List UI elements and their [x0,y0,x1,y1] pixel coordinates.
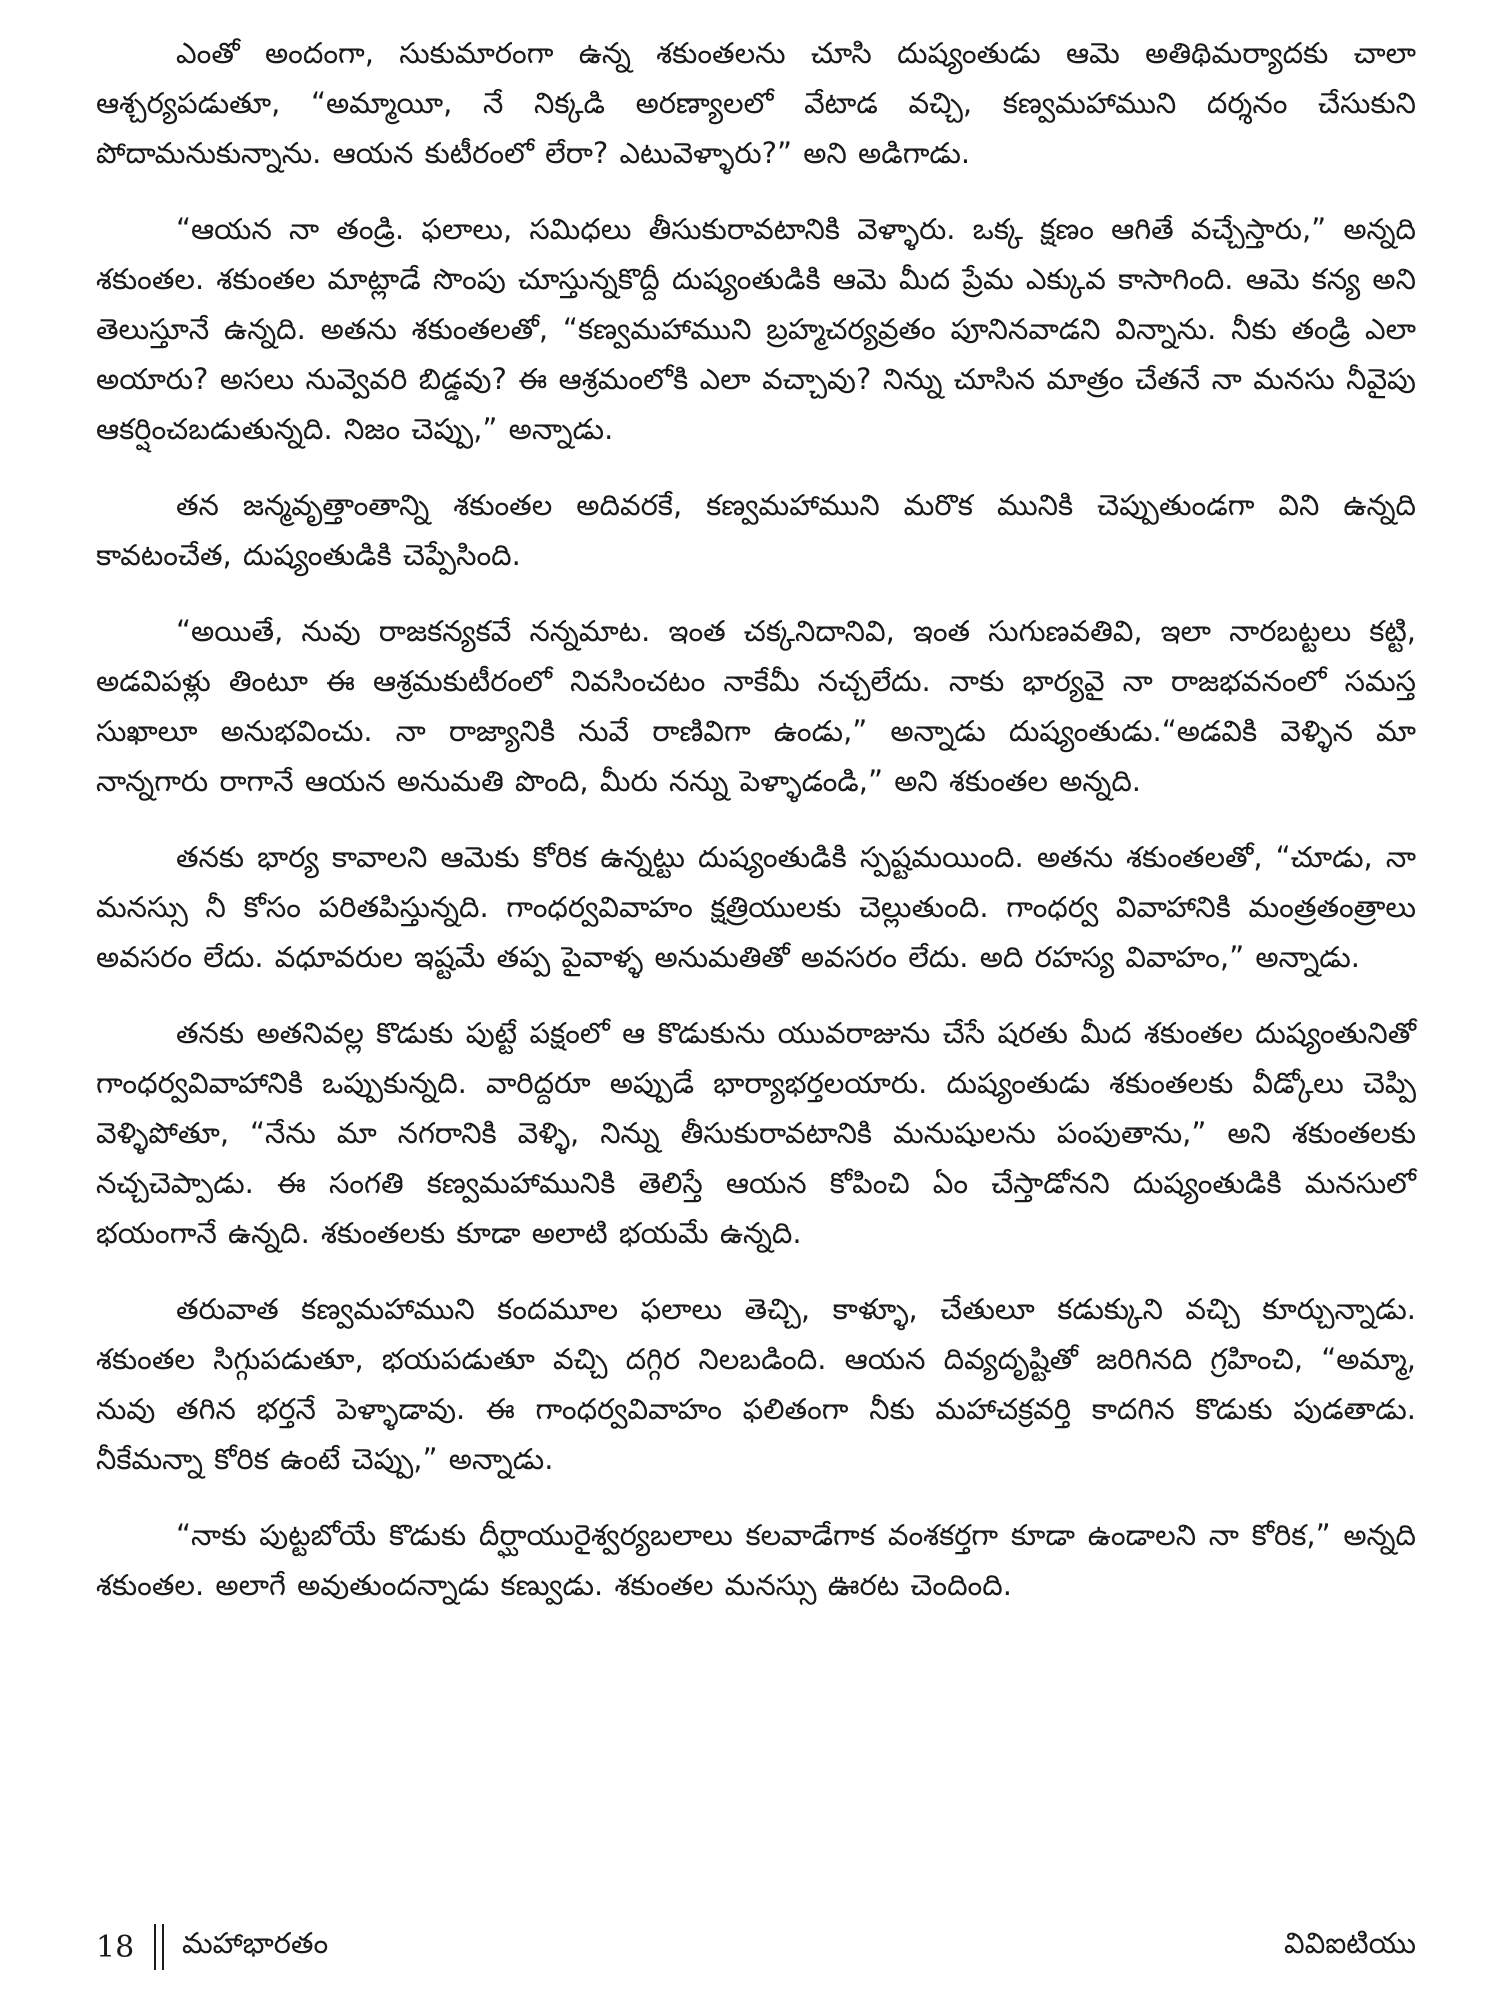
paragraph: తన జన్మవృత్తాంతాన్ని శకుంతల అదివరకే, కణ్వమహాముని మరొక మునికి చెప్పుతుండగా విని ఉన్నది కావటంచేత, దుష్యంతుడికి చెప్పేసింది. [96,488,1416,572]
page-number: 18 [96,1929,135,1965]
paragraph: “ఆయన నా తండ్రి. ఫలాలు, సమిధలు తీసుకురావటానికి వెళ్ళారు. ఒక్క క్షణం ఆగితే వచ్చేస్తారు,” అన్నది శకుంతల. శకుంతల మాట్లాడే సొంపు చూస్తున్నకొద్దీ దుష్యంతుడికి ఆమె మీద ప్రేమ ఎక్కువ కాసాగింది. ఆమె కన్య అని తెలుస్తూనే ఉన్నది. అతను శకుంతలతో, “కణ్వమహాముని బ్రహ్మచర్యవ్రతం పూనినవాడని విన్నాను. నీకు తండ్రి ఎలా అయారు? అసలు నువ్వెవరి బిడ్డవు? ఈ ఆశ్రమంలోకి ఎలా వచ్చావు? నిన్ను చూసిన మాత్రం చేతనే నా మనసు నీవైపు ఆకర్షించబడుతున్నది. నిజం చెప్పు,” అన్నాడు. [96,212,1416,446]
paragraph: తరువాత కణ్వమహాముని కందమూల ఫలాలు తెచ్చి, కాళ్ళూ, చేతులూ కడుక్కుని వచ్చి కూర్చున్నాడు. శకుంతల సిగ్గుపడుతూ, భయపడుతూ వచ్చి దగ్గిర నిలబడింది. ఆయన దివ్యదృష్టితో జరిగినది గ్రహించి, “అమ్మా, నువు తగిన భర్తనే పెళ్ళాడావు. ఈ గాంధర్వవివాహం ఫలితంగా నీకు మహాచక్రవర్తి కాదగిన కొడుకు పుడతాడు. నీకేమన్నా కోరిక ఉంటే చెప్పు,” అన్నాడు. [96,1292,1416,1476]
paragraph: తనకు అతనివల్ల కొడుకు పుట్టే పక్షంలో ఆ కొడుకును యువరాజును చేసే షరతు మీద శకుంతల దుష్యంతునితో గాంధర్వవివాహానికి ఒప్పుకున్నది. వారిద్దరూ అప్పుడే భార్యాభర్తలయారు. దుష్యంతుడు శకుంతలకు వీడ్కోలు చెప్పి వెళ్ళిపోతూ, “నేను మా నగరానికి వెళ్ళి, నిన్ను తీసుకురావటానికి మనుషులను పంపుతాను,” అని శకుంతలకు నచ్చచెప్పాడు. ఈ సంగతి కణ్వమహామునికి తెలిస్తే ఆయన కోపించి ఏం చేస్తాడోనని దుష్యంతుడికి మనసులో భయంగానే ఉన్నది. శకుంతలకు కూడా అలాటి భయమే ఉన్నది. [96,1016,1416,1250]
paragraph: ఎంతో అందంగా, సుకుమారంగా ఉన్న శకుంతలను చూసి దుష్యంతుడు ఆమె అతిథిమర్యాదకు చాలా ఆశ్చర్యపడుతూ, “అమ్మాయీ, నే నిక్కడి అరణ్యాలలో వేటాడ వచ్చి, కణ్వమహాముని దర్శనం చేసుకుని పోదామనుకున్నాను. ఆయన కుటీరంలో లేరా? ఎటువెళ్ళారు?” అని అడిగాడు. [96,36,1416,170]
paragraph: “అయితే, నువు రాజకన్యకవే నన్నమాట. ఇంత చక్కనిదానివి, ఇంత సుగుణవతివి, ఇలా నారబట్టలు కట్టి, అడవిపళ్లు తింటూ ఈ ఆశ్రమకుటీరంలో నివసించటం నాకేమీ నచ్చలేదు. నాకు భార్యవై నా రాజభవనంలో సమస్త సుఖాలూ అనుభవించు. నా రాజ్యానికి నువే రాణివిగా ఉండు,” అన్నాడు దుష్యంతుడు.“అడవికి వెళ్ళిన మా నాన్నగారు రాగానే ఆయన అనుమతి పొంది, మీరు నన్ను పెళ్ళాడండి,” అని శకుంతల అన్నది. [96,614,1416,798]
paragraph: తనకు భార్య కావాలని ఆమెకు కోరిక ఉన్నట్టు దుష్యంతుడికి స్పష్టమయింది. అతను శకుంతలతో, “చూడు, నా మనస్సు నీ కోసం పరితపిస్తున్నది. గాంధర్వవివాహం క్షత్రియులకు చెల్లుతుంది. గాంధర్వ వివాహానికి మంత్రతంత్రాలు అవసరం లేదు. వధూవరుల ఇష్టమే తప్ప పైవాళ్ళ అనుమతితో అవసరం లేదు. అది రహస్య వివాహం,” అన్నాడు. [96,840,1416,974]
page-footer [96,1922,1416,1972]
page-body [96,28,1416,1636]
paragraph: “నాకు పుట్టబోయే కొడుకు దీర్ఘాయురైశ్వర్యబలాలు కలవాడేగాక వంశకర్తగా కూడా ఉండాలని నా కోరిక,” అన్నది శకుంతల. అలాగే అవుతుందన్నాడు కణ్వుడు. శకుంతల మనస్సు ఊరట చెందింది. [96,1518,1416,1602]
book-title: మహాభారతం [182,1926,329,1960]
footer-divider [154,1924,164,1970]
publisher-name: వివిఐటియు [1283,1926,1416,1960]
